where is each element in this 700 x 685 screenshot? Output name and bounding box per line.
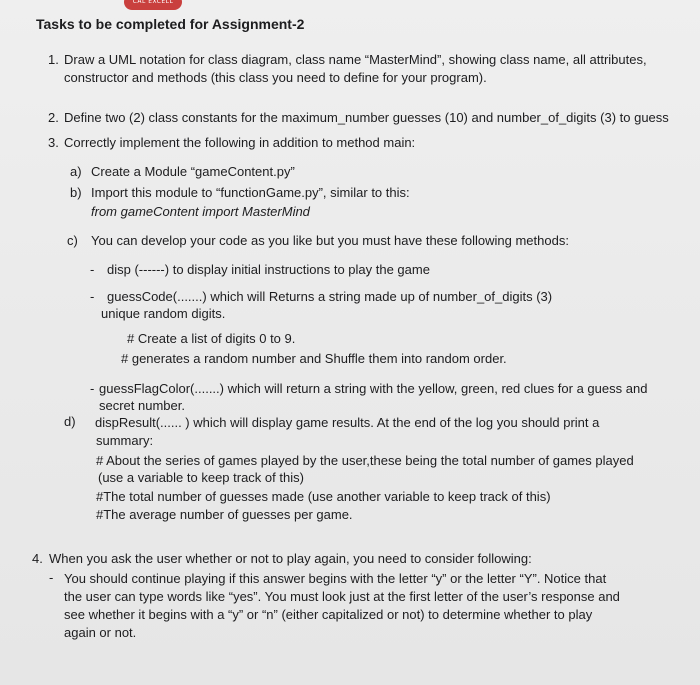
task-3d-line-6: #The average number of guesses per game. xyxy=(96,507,353,522)
task-2-number: 2. xyxy=(48,110,59,125)
method-guess-code-line-2: unique random digits. xyxy=(101,306,226,321)
method-disp: disp (------) to display initial instructions to play the game xyxy=(107,262,430,277)
method-guess-code-line-1: guessCode(.......) which will Returns a string made up of number_of_digits (3) xyxy=(107,289,553,304)
task-1-line-1: Draw a UML notation for class diagram, class name “MasterMind”, showing class name, all attributes, xyxy=(64,52,647,67)
task-4-line-4: see whether it begins with a “y” or “n” (either capitalized or not) to determine whether to play xyxy=(64,607,593,622)
dash-disp: - xyxy=(90,262,95,277)
task-3d-line-3: # About the series of games played by the user,these being the total number of games played xyxy=(96,453,634,468)
document-title: Tasks to be completed for Assignment-2 xyxy=(36,16,305,32)
task-4-number: 4. xyxy=(32,551,43,566)
task-4-line-1: When you ask the user whether or not to play again, you need to consider following: xyxy=(49,551,532,566)
task-3d-marker: d) xyxy=(64,414,76,429)
stamp-logo: CAL EXCELL xyxy=(124,0,182,10)
task-4-bullet: - xyxy=(49,570,54,585)
method-flag-color-line-1: guessFlagColor(.......) which will return a string with the yellow, green, red clues for a guess and xyxy=(99,381,648,396)
task-1-number: 1. xyxy=(48,52,59,67)
task-3d-line-2: summary: xyxy=(96,433,154,448)
task-3c-text: You can develop your code as you like but you must have these following methods: xyxy=(91,233,569,248)
task-3b-text: Import this module to “functionGame.py”, similar to this: xyxy=(91,185,410,200)
comment-shuffle: # generates a random number and Shuffle them into random order. xyxy=(121,351,507,366)
task-3a-marker: a) xyxy=(70,164,82,179)
dash-flag-color: - xyxy=(90,381,95,396)
task-4-line-2: You should continue playing if this answer begins with the letter “y” or the letter “Y”. Notice that xyxy=(64,571,607,586)
task-3c-marker: c) xyxy=(67,233,78,248)
task-3-number: 3. xyxy=(48,135,59,150)
task-1-line-2: constructor and methods (this class you need to define for your program). xyxy=(64,70,487,85)
task-4-line-3: the user can type words like “yes”. You must look just at the first letter of the user’s response and xyxy=(64,589,620,604)
method-flag-color-line-2: secret number. xyxy=(99,398,185,413)
task-3b-marker: b) xyxy=(70,185,82,200)
task-2-line-1: Define two (2) class constants for the maximum_number guesses (10) and number_of_digits (3) to guess xyxy=(64,110,669,125)
task-3d-line-5: #The total number of guesses made (use another variable to keep track of this) xyxy=(96,489,551,504)
task-3a-text: Create a Module “gameContent.py” xyxy=(91,164,295,179)
task-3d-line-4: (use a variable to keep track of this) xyxy=(98,470,304,485)
task-3-line-1: Correctly implement the following in addition to method main: xyxy=(64,135,416,150)
task-3d-line-1: dispResult(...... ) which will display game results. At the end of the log you should print a xyxy=(95,415,600,430)
comment-create-list: # Create a list of digits 0 to 9. xyxy=(127,331,296,346)
task-3b-code: from gameContent import MasterMind xyxy=(91,204,310,219)
task-4-line-5: again or not. xyxy=(64,625,137,640)
dash-guess-code: - xyxy=(90,289,95,304)
